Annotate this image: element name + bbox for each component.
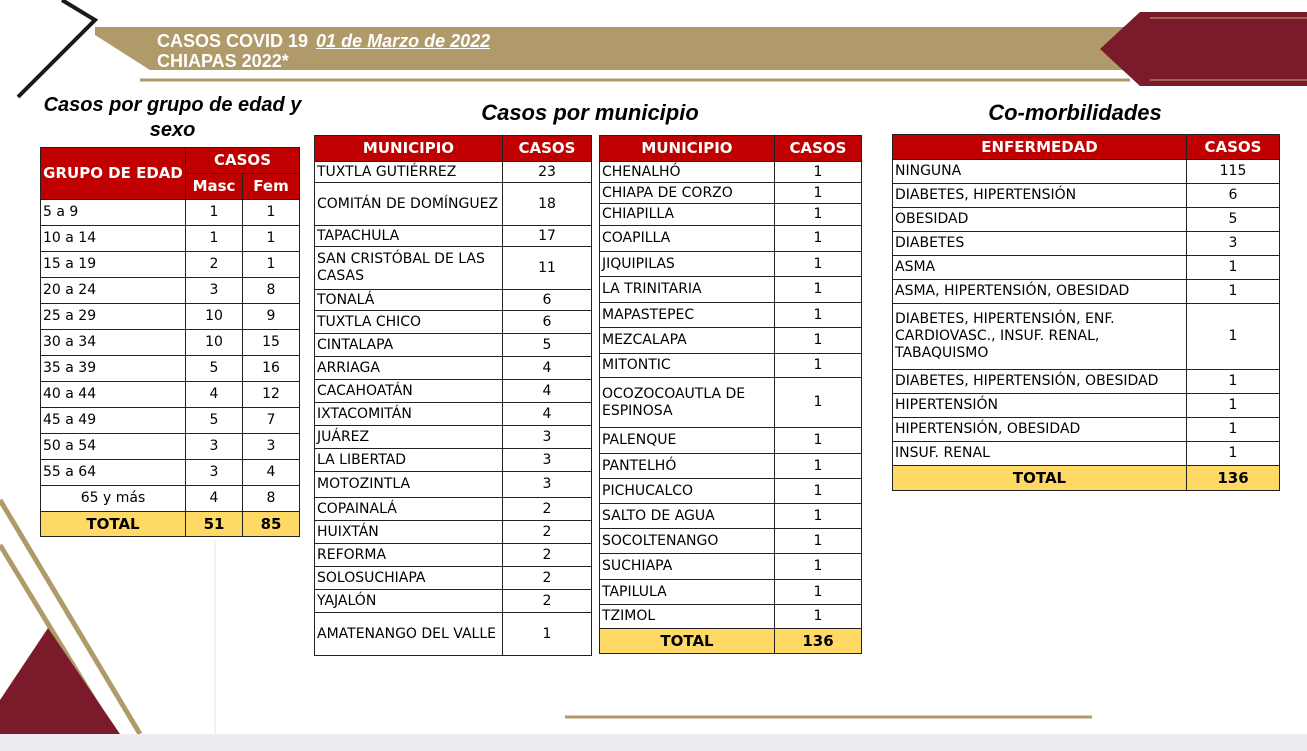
municipio-cases-cell: 2 [503,521,592,544]
age-row [41,356,300,382]
age-masc-cell: 3 [186,278,243,304]
age-group-header: GRUPO DE EDAD [41,148,186,200]
age-total-fem: 85 [243,512,300,537]
age-masc-cell: 1 [186,226,243,252]
municipio-row [315,311,592,334]
municipio-cases-cell: 17 [503,226,592,247]
municipio-row [315,590,592,613]
municipio-row [315,290,592,311]
age-masc-cell: 3 [186,460,243,486]
municipio-cases-cell: 3 [503,426,592,449]
municipio-name-cell: SALTO DE AGUA [600,504,775,529]
municipio-header-2: MUNICIPIO [600,136,775,162]
age-fem-cell: 1 [243,226,300,252]
age-masc-header: Masc [186,174,243,200]
municipio-cases-cell: 1 [775,428,862,454]
maroon-corner-shape [1100,12,1307,86]
bottom-strip [0,734,1307,751]
municipio-name-cell: TAPILULA [600,580,775,605]
age-cases-header: CASOS [186,148,300,174]
age-row [41,304,300,330]
municipio-cases-cell: 2 [503,590,592,613]
age-fem-cell: 1 [243,252,300,278]
comorb-name-cell: DIABETES [893,232,1187,256]
municipio-name-cell: CINTALAPA [315,334,503,357]
top-left-corner-line [18,0,95,97]
comorb-name-cell: DIABETES, HIPERTENSIÓN, OBESIDAD [893,370,1187,394]
comorb-row [893,442,1280,466]
municipio-cases-cell: 1 [775,226,862,252]
comorb-cases-cell: 1 [1187,304,1280,370]
municipio-row [600,580,862,605]
age-section-title: Casos por grupo de edad y sexo [43,94,302,141]
municipio-name-cell: PANTELHÓ [600,454,775,479]
municipio-cases-cell: 3 [503,472,592,498]
enfermedad-header: ENFERMEDAD [893,135,1187,160]
municipio-section-title: Casos por municipio [481,100,699,125]
municipio-cases-cell: 4 [503,357,592,380]
age-fem-cell: 7 [243,408,300,434]
municipio-row [600,554,862,580]
comorb-row [893,184,1280,208]
comorb-name-cell: DIABETES, HIPERTENSIÓN, ENF. CARDIOVASC., INSUF. RENAL, TABAQUISMO [893,304,1187,370]
age-group-cell: 55 a 64 [41,460,186,486]
municipio-name-cell: JIQUIPILAS [600,252,775,277]
municipio-cases-cell: 1 [775,580,862,605]
municipio-cases-cell: 1 [775,328,862,354]
age-row [41,226,300,252]
municipio-total-cases: 136 [775,629,862,654]
municipio-cases-cell: 3 [503,449,592,472]
comorb-row [893,208,1280,232]
municipio-row [315,357,592,380]
municipio-cases-cell: 1 [775,303,862,328]
municipio-name-cell: CHENALHÓ [600,162,775,183]
comorb-casos-header: CASOS [1187,135,1280,160]
age-group-cell: 15 a 19 [41,252,186,278]
municipio-row [600,428,862,454]
age-fem-cell: 15 [243,330,300,356]
comorb-row [893,160,1280,184]
age-row [41,486,300,512]
comorb-row [893,370,1280,394]
municipio-name-cell: TZIMOL [600,605,775,629]
municipio-cases-cell: 1 [775,554,862,580]
municipio-cases-cell: 23 [503,162,592,183]
municipio-row [315,521,592,544]
municipio-cases-cell: 18 [503,183,592,226]
municipio-row [315,334,592,357]
comorb-name-cell: ASMA, HIPERTENSIÓN, OBESIDAD [893,280,1187,304]
municipio-row [315,403,592,426]
age-group-cell: 20 a 24 [41,278,186,304]
age-masc-cell: 4 [186,486,243,512]
municipio-cases-cell: 5 [503,334,592,357]
municipio-name-cell: HUIXTÁN [315,521,503,544]
municipio-cases-cell: 2 [503,567,592,590]
municipio-row [600,204,862,226]
municipio-row [315,498,592,521]
municipio-name-cell: ARRIAGA [315,357,503,380]
municipio-cases-cell: 1 [775,204,862,226]
age-masc-cell: 4 [186,382,243,408]
municipio-row [600,479,862,504]
municipio-name-cell: MOTOZINTLA [315,472,503,498]
header-subtitle: CHIAPAS 2022* [157,51,289,71]
municipio-row [315,449,592,472]
municipio-cases-cell: 1 [775,162,862,183]
header-title: CASOS COVID 19 [157,31,309,51]
municipio-table-1 [314,135,592,656]
municipio-header-1: MUNICIPIO [315,136,503,162]
comorb-cases-cell: 6 [1187,184,1280,208]
municipio-cases-cell: 4 [503,403,592,426]
municipio-row [315,472,592,498]
municipio-name-cell: LA TRINITARIA [600,277,775,303]
comorb-cases-cell: 1 [1187,280,1280,304]
comorb-name-cell: ASMA [893,256,1187,280]
municipio-cases-cell: 6 [503,290,592,311]
comorb-row [893,304,1280,370]
comorb-table [892,134,1280,491]
municipio-name-cell: TONALÁ [315,290,503,311]
municipio-cases-cell: 1 [775,504,862,529]
comorb-cases-cell: 115 [1187,160,1280,184]
municipio-name-cell: SUCHIAPA [600,554,775,580]
comorb-cases-cell: 1 [1187,418,1280,442]
municipio-name-cell: TUXTLA GUTIÉRREZ [315,162,503,183]
comorb-row [893,280,1280,304]
municipio-name-cell: COMITÁN DE DOMÍNGUEZ [315,183,503,226]
comorb-total-cases: 136 [1187,466,1280,491]
age-masc-cell: 3 [186,434,243,460]
municipio-cases-cell: 1 [775,183,862,204]
municipio-cases-cell: 1 [503,613,592,656]
comorb-row [893,256,1280,280]
municipio-name-cell: SOCOLTENANGO [600,529,775,554]
age-group-cell: 50 a 54 [41,434,186,460]
municipio-cases-cell: 6 [503,311,592,334]
municipio-row [600,226,862,252]
municipio-row [600,183,862,204]
municipio-cases-cell: 1 [775,454,862,479]
age-row [41,434,300,460]
age-row [41,200,300,226]
municipio-cases-cell: 1 [775,252,862,277]
municipio-name-cell: CHIAPILLA [600,204,775,226]
comorb-name-cell: NINGUNA [893,160,1187,184]
age-row [41,330,300,356]
municipio-row [600,454,862,479]
age-fem-cell: 8 [243,486,300,512]
municipio-row [315,426,592,449]
age-group-cell: 30 a 34 [41,330,186,356]
municipio-row [315,544,592,567]
municipio-cases-cell: 1 [775,529,862,554]
age-masc-cell: 5 [186,356,243,382]
municipio-cases-cell: 2 [503,544,592,567]
comorb-cases-cell: 1 [1187,256,1280,280]
comorb-cases-cell: 1 [1187,442,1280,466]
age-fem-cell: 16 [243,356,300,382]
comorb-cases-cell: 3 [1187,232,1280,256]
municipio-row [315,162,592,183]
municipio-row [600,328,862,354]
municipio-row [315,567,592,590]
municipio-cases-cell: 1 [775,277,862,303]
age-row [41,252,300,278]
comorb-row [893,232,1280,256]
header-title-block [157,31,490,71]
municipio-row [600,504,862,529]
age-fem-header: Fem [243,174,300,200]
age-fem-cell: 12 [243,382,300,408]
age-group-cell: 65 y más [41,486,186,512]
age-row [41,278,300,304]
age-table [40,147,300,537]
municipio-row [315,226,592,247]
municipio-name-cell: CHIAPA DE CORZO [600,183,775,204]
municipio-row [600,354,862,378]
municipio-name-cell: AMATENANGO DEL VALLE [315,613,503,656]
age-group-cell: 35 a 39 [41,356,186,382]
municipio-row [600,378,862,428]
municipio-name-cell: REFORMA [315,544,503,567]
age-masc-cell: 2 [186,252,243,278]
age-row [41,460,300,486]
age-fem-cell: 4 [243,460,300,486]
municipio-name-cell: PALENQUE [600,428,775,454]
age-total-masc: 51 [186,512,243,537]
comorb-cases-cell: 1 [1187,370,1280,394]
comorb-name-cell: INSUF. RENAL [893,442,1187,466]
municipio-row [315,247,592,290]
municipio-cases-cell: 1 [775,605,862,629]
municipio-total-label: TOTAL [600,629,775,654]
municipio-row [315,183,592,226]
municipio-name-cell: YAJALÓN [315,590,503,613]
age-fem-cell: 1 [243,200,300,226]
municipio-row [600,277,862,303]
comorb-section-title: Co-morbilidades [988,100,1162,125]
municipio-cases-cell: 1 [775,354,862,378]
municipio-name-cell: IXTACOMITÁN [315,403,503,426]
municipio-table-2 [599,135,862,654]
municipio-name-cell: TUXTLA CHICO [315,311,503,334]
age-group-cell: 45 a 49 [41,408,186,434]
comorb-row [893,418,1280,442]
comorb-name-cell: OBESIDAD [893,208,1187,232]
age-masc-cell: 10 [186,330,243,356]
comorb-cases-cell: 5 [1187,208,1280,232]
municipio-row [600,529,862,554]
municipio-row [600,303,862,328]
municipio-name-cell: COPAINALÁ [315,498,503,521]
casos-header-1: CASOS [503,136,592,162]
municipio-name-cell: MEZCALAPA [600,328,775,354]
age-group-cell: 25 a 29 [41,304,186,330]
age-row [41,408,300,434]
municipio-name-cell: PICHUCALCO [600,479,775,504]
age-group-cell: 40 a 44 [41,382,186,408]
age-fem-cell: 3 [243,434,300,460]
municipio-name-cell: COAPILLA [600,226,775,252]
casos-header-2: CASOS [775,136,862,162]
comorb-row [893,394,1280,418]
comorb-cases-cell: 1 [1187,394,1280,418]
municipio-row [600,605,862,629]
age-fem-cell: 8 [243,278,300,304]
municipio-name-cell: MAPASTEPEC [600,303,775,328]
age-group-cell: 10 a 14 [41,226,186,252]
municipio-cases-cell: 11 [503,247,592,290]
municipio-row [600,252,862,277]
header-date: 01 de Marzo de 2022 [316,31,491,51]
municipio-cases-cell: 2 [503,498,592,521]
age-masc-cell: 5 [186,408,243,434]
municipio-name-cell: SOLOSUCHIAPA [315,567,503,590]
comorb-total-label: TOTAL [893,466,1187,491]
municipio-name-cell: JUÁREZ [315,426,503,449]
municipio-name-cell: TAPACHULA [315,226,503,247]
municipio-row [315,613,592,656]
municipio-cases-cell: 4 [503,380,592,403]
municipio-name-cell: OCOZOCOAUTLA DE ESPINOSA [600,378,775,428]
comorb-name-cell: HIPERTENSIÓN [893,394,1187,418]
age-group-cell: 5 a 9 [41,200,186,226]
comorb-name-cell: DIABETES, HIPERTENSIÓN [893,184,1187,208]
municipio-cases-cell: 1 [775,479,862,504]
age-fem-cell: 9 [243,304,300,330]
municipio-name-cell: SAN CRISTÓBAL DE LAS CASAS [315,247,503,290]
age-row [41,382,300,408]
age-total-label: TOTAL [41,512,186,537]
municipio-name-cell: MITONTIC [600,354,775,378]
municipio-row [600,162,862,183]
age-masc-cell: 1 [186,200,243,226]
municipio-name-cell: CACAHOATÁN [315,380,503,403]
comorb-name-cell: HIPERTENSIÓN, OBESIDAD [893,418,1187,442]
municipio-name-cell: LA LIBERTAD [315,449,503,472]
municipio-row [315,380,592,403]
age-masc-cell: 10 [186,304,243,330]
municipio-cases-cell: 1 [775,378,862,428]
